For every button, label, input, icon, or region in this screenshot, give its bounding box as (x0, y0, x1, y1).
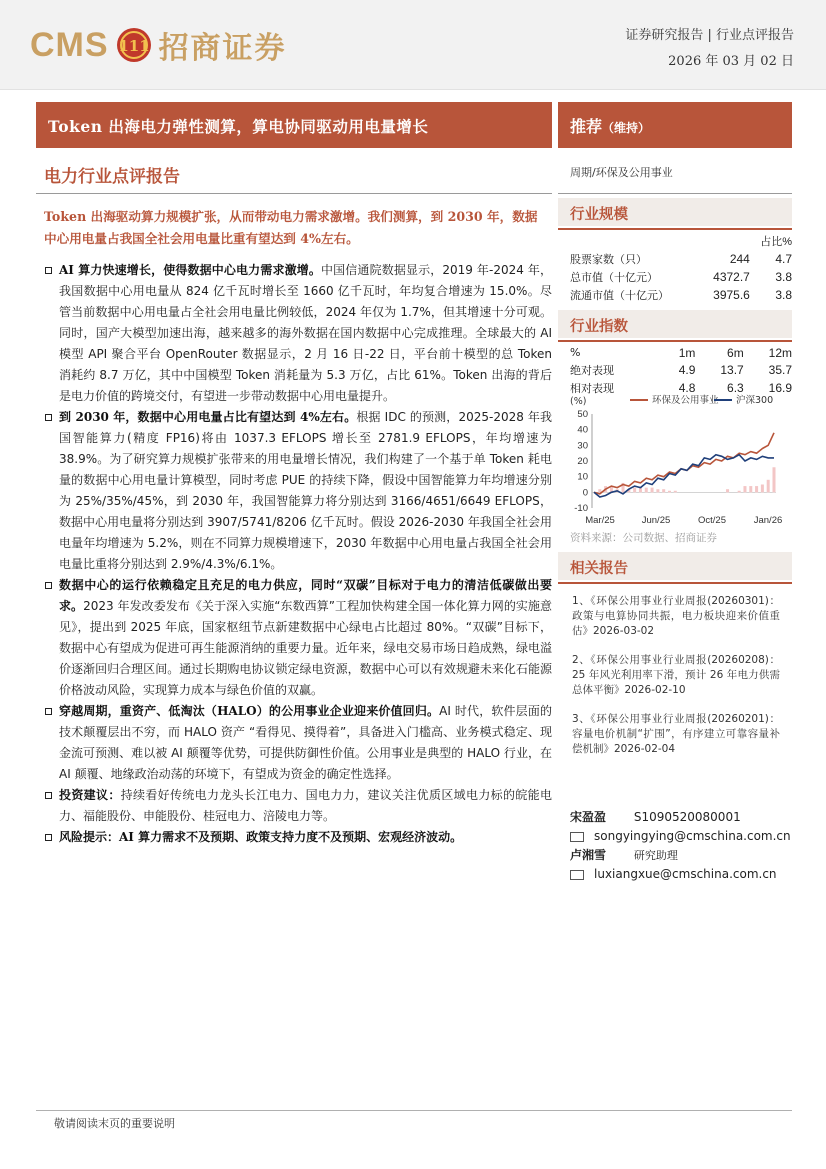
row-label: 股票家数（只） (570, 253, 647, 266)
rating-label (570, 114, 650, 137)
pct-header: 占比% (760, 236, 792, 248)
summary-text: Token 出海驱动算力规模扩张，从而带动电力需求激增。我们测算，到 2030 年，数据中心用电量占我国全社会用电量比重有望达到 4%左右。 (44, 209, 538, 246)
analyst-2 (570, 846, 678, 863)
relative-performance-bar (598, 489, 601, 492)
analyst-2-email-row (570, 867, 777, 881)
relative-performance-bar (633, 488, 636, 493)
page-header (0, 0, 826, 90)
row-value: 6.3 (727, 381, 744, 395)
table-row (570, 268, 792, 286)
analyst-name: 卢湘雪 (570, 848, 607, 862)
checkbox-bullet-icon (45, 792, 52, 799)
y-tick-label: -10 (574, 503, 588, 514)
row-value: 4372.7 (713, 270, 750, 284)
footer-divider (36, 1110, 792, 1111)
related-reports-title: 相关报告 (570, 560, 628, 577)
bullet-head: 到 2030 年，数据中心用电量占比有望达到 4%左右。 (59, 410, 357, 424)
bullet-item (42, 827, 552, 848)
bullet-item (42, 407, 552, 575)
related-report-link[interactable]: 2、《环保公用事业行业周报(20260208)：25 年风光利用率下滑，预计 26 年电力供需总体平衡》2026-02-10 (572, 654, 780, 696)
series-line-csi300 (594, 455, 774, 497)
relative-performance-bar (645, 488, 648, 493)
bullet-head: 风险提示：AI 算力需求不及预期、政策支持力度不及预期、宏观经济波动。 (59, 830, 463, 844)
relative-performance-bar (743, 486, 746, 492)
title-banner (36, 102, 552, 148)
series-line-utilities (594, 433, 774, 494)
mail-icon (570, 832, 584, 842)
relative-performance-bar (755, 486, 758, 492)
bullet-item (42, 785, 552, 827)
logo-cms-text: CMS (30, 25, 109, 64)
chart-ylabel: (%) (570, 396, 587, 407)
sector-label: 周期/环保及公用事业 (570, 166, 673, 179)
mail-icon (570, 870, 584, 880)
row-value: 3975.6 (713, 288, 750, 302)
y-tick-label: 30 (577, 440, 588, 452)
related-report-link[interactable]: 3、《环保公用事业行业周报(20260201)：容量电价机制“扩围”，有序建立可靠容量补偿机制》2026-02-04 (572, 713, 780, 755)
table-row (570, 250, 792, 268)
table-row (570, 361, 792, 379)
bullet-body: 持续看好传统电力龙头长江电力、国电力力，建议关注优质区域电力标的皖能电力、福能股份、申能股份、桂冠电力、涪陵电力等。 (59, 788, 552, 823)
analyst-name: 宋盈盈 (570, 810, 607, 824)
bullet-body: AI 时代，软件层面的技术颠覆层出不穷，而 HALO 资产 “看得见、摸得着”，具备进入门槛高、业务模式稳定、现金流可预测、难以被 AI 颠覆等优势，可提供防御性价值。公用事业是典型的 HALO 行业，在 AI 颠覆、地缘政治动荡的环境下，有望成为资金的确定性选择。 (59, 704, 552, 781)
checkbox-bullet-icon (45, 708, 52, 715)
table-row (570, 344, 792, 361)
industry-index-section (558, 310, 792, 397)
bullet-item (42, 260, 552, 407)
report-subtitle: 电力行业点评报告 (44, 167, 180, 187)
relative-performance-bar (674, 491, 677, 493)
logo-cn-text: 招商证券 (158, 31, 287, 66)
bullet-list (42, 260, 552, 848)
y-tick-label: 50 (577, 409, 588, 420)
relative-performance-bar (668, 491, 671, 493)
cms-logo (30, 20, 287, 70)
svg-text:111: 111 (117, 37, 150, 55)
y-tick-label: 20 (577, 456, 588, 467)
relative-performance-bar (767, 480, 770, 493)
related-reports-list (572, 594, 780, 771)
x-tick-label: Mar/25 (585, 515, 615, 526)
bullet-head: 穿越周期，重资产、低淘汰（HALO）的公用事业企业迎来价值回归。 (59, 704, 440, 718)
bullet-head: AI 算力快速增长，使得数据中心电力需求激增。 (59, 263, 322, 277)
bullet-head: 数据中心的运行依赖稳定且充足的电力供应，同时“双碳”目标对于电力的清洁低碳做出要求。 (59, 578, 552, 613)
industry-scale-section (558, 198, 792, 304)
relative-performance-bar (656, 489, 659, 492)
checkbox-bullet-icon (45, 834, 52, 841)
bullet-body: 中国信通院数据显示，2019 年-2024 年，我国数据中心用电量从 824 亿千瓦时增长至 1660 亿千瓦时，年均复合增速为 15.0%。尽管当前数据中心用电量占全社会用电量比例较低，2024 年仅为 1.7%，但其增速十分可观。同时，国产大模型加速出海，越来越多的海外数据在国内数据中心完成推理。全球最大的 AI 模型 API 聚合平台 OpenRouter 数据显示，2 月 16 日-22 日，平台前十模型的总 Token 消耗约 8.7 万亿，其中中国模型 Token 消耗量为 5.3 万亿，占比 61%。Token 出海的背后是电力价值的跨境交付，有望进一步带动数据中心用电量提升。 (59, 263, 552, 403)
index-header-col: 6m (727, 345, 744, 360)
x-tick-label: Jun/25 (641, 515, 671, 526)
industry-scale-header (558, 198, 792, 226)
relative-performance-bar (749, 486, 752, 492)
row-value: 4.8 (678, 381, 696, 395)
logo-badge-icon (115, 26, 153, 64)
y-tick-label: 40 (577, 424, 588, 436)
checkbox-bullet-icon (45, 414, 52, 421)
chart-source: 资料来源：公司数据、招商证券 (570, 532, 717, 544)
bullet-body: 2023 年发改委发布《关于深入实施“东数西算”工程加快构建全国一体化算力网的实施意见》，提出到 2025 年底，国家枢纽节点新建数据中心绿电占比超过 80%。“双碳”目标下，数据中心有望成为促进可再生能源消纳的重要力量。近年来，绿电交易市场日趋成熟，绿电溢价逐渐回归合理区间。通过长期购电协议锁定绿电资源，数据中心可以有效规避未来化石能源价格波动风险，实现算力成本与绿色价值的双赢。 (59, 599, 552, 697)
rating-banner (558, 102, 792, 148)
row-value: 244 (729, 252, 750, 266)
section-rule (558, 228, 792, 230)
index-header-col: 1m (678, 345, 696, 360)
checkbox-bullet-icon (45, 582, 52, 589)
bullet-item (42, 575, 552, 701)
footer-note: 敬请阅读末页的重要说明 (54, 1117, 175, 1130)
rating-value: 推荐 (570, 117, 603, 136)
related-report-link[interactable]: 1、《环保公用事业行业周报(20260301)：政策与电算协同共振，电力板块迎来价值重估》2026-03-02 (572, 595, 780, 637)
row-value: 4.9 (678, 363, 696, 377)
industry-scale-table (570, 232, 792, 304)
index-header-col: 12m (768, 345, 792, 360)
row-pct: 4.7 (775, 252, 792, 266)
row-value: 13.7 (720, 363, 744, 377)
checkbox-bullet-icon (45, 267, 52, 274)
section-rule (558, 582, 792, 584)
x-tick-label: Oct/25 (698, 515, 726, 526)
table-row (570, 286, 792, 304)
legend-label: 环保及公用事业 (652, 395, 719, 406)
analyst-id: S1090520080001 (633, 810, 741, 824)
analyst-email[interactable]: songyingying@cmschina.com.cn (594, 829, 791, 843)
industry-index-table (570, 344, 792, 397)
document-type: 证券研究报告 | 行业点评报告 (625, 28, 794, 43)
section-rule (558, 340, 792, 342)
bullet-item (42, 701, 552, 785)
y-tick-label: 10 (577, 471, 588, 483)
industry-scale-title: 行业规模 (570, 206, 628, 223)
analyst-1 (570, 808, 741, 825)
row-value: 35.7 (768, 363, 792, 377)
industry-index-header (558, 310, 792, 338)
related-reports-header (558, 552, 792, 580)
bullet-body: 根据 IDC 的预测，2025-2028 年我国智能算力(精度 FP16)将由 1037.3 EFLOPS 增长至 2781.9 EFLOPS，年均增速为 38.9%。为了研究算力规模扩张带来的用电量增长情况，我们构建了一个基于单 Token 耗电量的数据中心用电量计算模型，同时考虑 PUE 的持续下降，假设中国智能算力年均增速分别为 25%/35%/45%，到 2030 年，我国智能算力将分别达到 3166/4651/6649 EFLOPS，数据中心用电量将分别达到 3907/5741/8206 亿千瓦时。假设 2026-2030 年我国全社会用电量年均增速为 5.2%，则在不同算力规模增速下，2030 年数据中心用电量占我国全社会用电量比重将分别达到 2.9%/4.3%/6.1%。 (59, 410, 553, 571)
row-label: 绝对表现 (570, 364, 614, 377)
subtitle-divider (36, 193, 552, 194)
relative-performance-bar (738, 491, 741, 493)
report-date: 2026 年 03 月 02 日 (668, 54, 794, 69)
industry-index-title: 行业指数 (570, 318, 628, 335)
row-label: 总市值（十亿元） (570, 271, 658, 284)
report-title: Token 出海电力弹性测算，算电协同驱动用电量增长 (48, 117, 429, 136)
performance-chart (560, 392, 792, 530)
rating-note: （维持） (602, 121, 651, 135)
legend-label: 沪深300 (736, 395, 774, 406)
table-row (570, 232, 792, 250)
row-label: 流通市值（十亿元） (570, 289, 669, 302)
row-pct: 3.8 (775, 270, 792, 284)
analyst-email[interactable]: luxiangxue@cmschina.com.cn (594, 867, 777, 881)
relative-performance-bar (773, 467, 776, 492)
relative-performance-bar (726, 489, 729, 492)
sector-divider (558, 193, 792, 194)
row-label: 相对表现 (570, 382, 614, 395)
y-tick-label: 0 (582, 487, 588, 499)
relative-performance-bar (662, 489, 665, 492)
related-reports-section (558, 552, 792, 580)
index-header-col: % (570, 346, 581, 359)
relative-performance-bar (761, 485, 764, 493)
bullet-head: 投资建议： (59, 788, 121, 802)
row-value: 16.9 (768, 381, 792, 395)
x-tick-label: Jan/26 (753, 515, 783, 526)
analyst-1-email-row (570, 829, 791, 843)
analyst-role: 研究助理 (633, 849, 678, 862)
row-pct: 3.8 (775, 288, 792, 302)
relative-performance-bar (651, 488, 654, 493)
